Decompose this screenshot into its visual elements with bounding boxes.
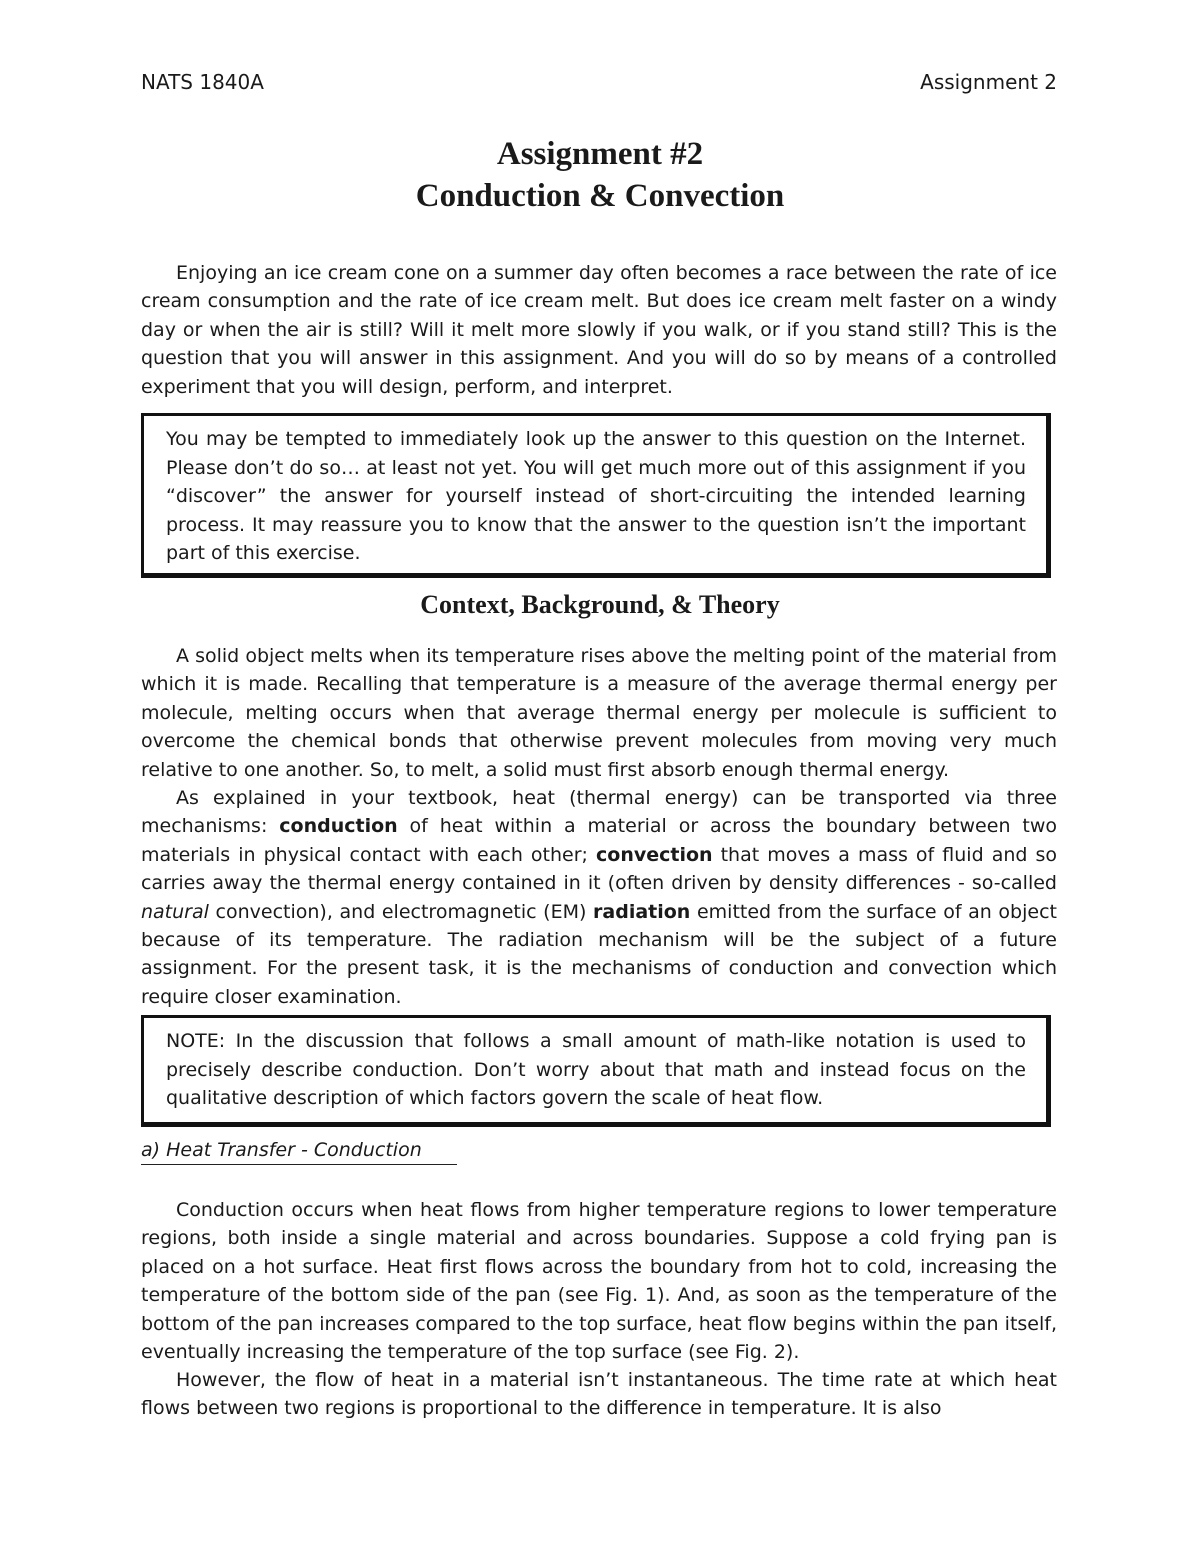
note-box <box>141 1015 1051 1127</box>
heat-rate-paragraph: However, the flow of heat in a material isn’t instantaneous. The time rate at which heat flows between two regions is proportional to the difference in temperature. It is also <box>141 1369 1057 1420</box>
intro-paragraph: Enjoying an ice cream cone on a summer day often becomes a race between the rate of ice cream consumption and the rate of ice cream melt. But does ice cream melt faster on a windy day or when the air is still? Will it melt more slowly if you walk, or if you stand still? This is the question that you will answer in this assignment. And you will do so by means of a controlled experiment that you will design, perform, and interpret. <box>141 262 1057 398</box>
warning-text: You may be tempted to immediately look up the answer to this question on the Internet. Please don’t do so… at least not yet. You will get much more out of this assignment if you “discover” the answer for yourself instead of short-circuiting the intended learning process. It may reassure you to know that the answer to the question isn’t the important part of this exercise. <box>166 428 1026 565</box>
mechanisms-paragraph: As explained in your textbook, heat (thermal energy) can be transported via three mechanisms: conduction of heat within a material or across the boundary between two materials in physical contact with each other; convection that moves a mass of fluid and so carries away the thermal energy contained in it (often driven by density differences - so-called natural convection), and electromagnetic (EM) radiation emitted from the surface of an object because of its temperature. The radiation mechanism will be the subject of a future assignment. For the present task, it is the mechanisms of conduction and convection which require closer examination. <box>141 787 1058 1008</box>
course-code: NATS 1840A <box>141 70 264 94</box>
term-radiation: radiation <box>593 900 691 923</box>
running-header: Assignment 2 <box>920 70 1057 94</box>
subsection-heading: a) Heat Transfer - Conduction <box>141 1139 457 1165</box>
section-heading: Context, Background, & Theory <box>420 590 780 619</box>
warning-box <box>141 413 1051 578</box>
term-conduction: conduction <box>279 815 398 838</box>
term-natural: natural <box>141 900 209 923</box>
note-text: NOTE: In the discussion that follows a small amount of math-like notation is used to precisely describe conduction. Don’t worry about that math and instead focus on the qualitative description of which factors govern the scale of heat flow. <box>166 1030 1026 1110</box>
page-title: Assignment #2 <box>496 136 704 172</box>
page-subtitle: Conduction & Convection <box>415 178 785 214</box>
conduction-paragraph: Conduction occurs when heat flows from higher temperature regions to lower temperature regions, both inside a single material and across boundaries. Suppose a cold frying pan is placed on a hot surface. Heat first flows across the boundary from hot to cold, increasing the temperature of the bottom side of the pan (see Fig. 1). And, as soon as the temperature of the bottom of the pan increases compared to the top surface, heat flow begins within the pan itself, eventually increasing the temperature of the top surface (see Fig. 2). <box>141 1199 1057 1364</box>
melting-paragraph: A solid object melts when its temperature rises above the melting point of the material from which it is made. Recalling that temperature is a measure of the average thermal energy per molecule, melting occurs when that average thermal energy per molecule is sufficient to overcome the chemical bonds that otherwise prevent molecules from moving very much relative to one another. So, to melt, a solid must first absorb enough thermal energy. <box>141 645 1057 781</box>
term-convection: convection <box>596 843 713 866</box>
